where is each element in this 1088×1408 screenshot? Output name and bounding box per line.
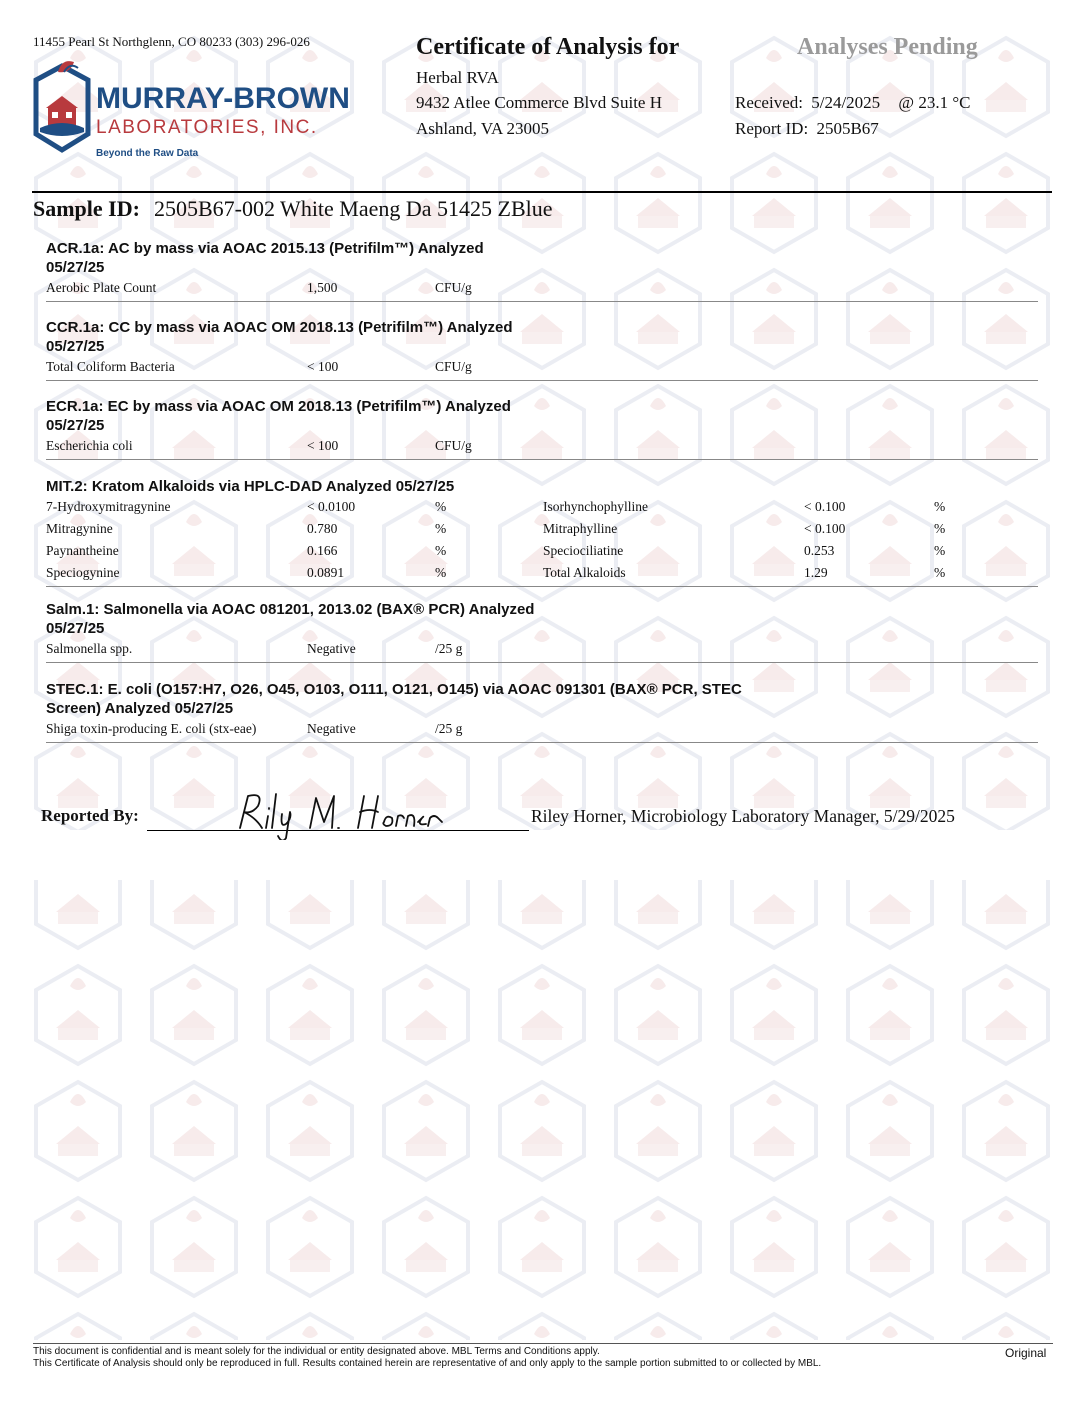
analyte-name: Shiga toxin-producing E. coli (stx-eae) [46,721,257,736]
result-row [46,718,1038,740]
result-row [46,562,1038,584]
reported-by-label: Reported By: [41,806,139,825]
section-title: Salm.1: Salmonella via AOAC 081201, 2013.02 (BAX® PCR) Analyzed 05/27/25 [46,601,535,637]
test-section-acr [46,239,1038,302]
section-divider [46,380,1038,381]
result-unit: CFU/g [435,359,472,374]
result-value: 0.0891 [307,565,345,580]
footer-disclaimer: This document is confidential and is meant solely for the individual or entity designated above. MBL Terms and Conditions apply. [33,1346,600,1357]
section-title: ACR.1a: AC by mass via AOAC 2015.13 (Petrifilm™) Analyzed 05/27/25 [46,240,484,276]
result-row [46,496,1038,518]
result-unit: % [435,565,447,580]
report-id: 2505B67 [816,119,879,138]
received-temp: @ 23.1 °C [898,93,971,112]
handwritten-signature [228,788,448,840]
section-title: ECR.1a: EC by mass via AOAC OM 2018.13 (Petrifilm™) Analyzed 05/27/25 [46,398,511,434]
result-value: < 0.100 [804,499,846,514]
analyte-name: Isorhynchophylline [543,499,648,514]
section-divider [46,459,1038,460]
analyte-name: Mitragynine [46,521,113,536]
test-section-stec [46,680,1038,743]
analyte-name: Total Alkaloids [543,565,626,580]
lab-address: 11455 Pearl St Northglenn, CO 80233 (303) 296-026 [33,34,310,49]
result-unit: CFU/g [435,280,472,295]
result-row [46,518,1038,540]
result-unit: /25 g [435,641,463,656]
header-divider [32,191,1052,193]
logo-tagline: Beyond the Raw Data [96,148,199,159]
sample-id-label: Sample ID: [33,196,140,221]
result-unit: % [934,543,946,558]
test-section-ecr [46,397,1038,460]
client-city: Ashland, VA 23005 [416,119,550,138]
section-divider [46,662,1038,663]
result-unit: % [435,543,447,558]
logo-line2: LABORATORIES, INC. [96,117,318,138]
analyte-name: Salmonella spp. [46,641,133,656]
result-row [46,356,1038,378]
lab-logo [30,58,360,162]
analyte-name: Escherichia coli [46,438,133,453]
result-row [46,435,1038,457]
client-street: 9432 Atlee Commerce Blvd Suite H [416,93,662,112]
client-name: Herbal RVA [416,68,499,87]
result-unit: /25 g [435,721,463,736]
result-unit: % [435,521,447,536]
result-value: 1,500 [307,280,338,295]
analyte-name: Speciociliatine [543,543,624,558]
result-value: 1.29 [804,565,828,580]
result-value: Negative [307,721,356,736]
report-info [735,119,879,139]
certificate-title: Certificate of Analysis for [416,34,680,60]
result-value: < 100 [307,359,339,374]
result-unit: % [934,521,946,536]
result-row [46,277,1038,299]
section-title: CCR.1a: CC by mass via AOAC OM 2018.13 (Petrifilm™) Analyzed 05/27/25 [46,319,513,355]
reporter-name: Riley Horner, Microbiology Laboratory Manager, 5/29/2025 [531,806,955,826]
test-section-mit [46,477,1038,587]
logo-line1: MURRAY-BROWN [96,82,350,115]
analyte-name: Mitraphylline [543,521,618,536]
result-value: 0.780 [307,521,338,536]
analyte-name: Speciogynine [46,565,120,580]
section-divider [46,742,1038,743]
result-row [46,638,1038,660]
status-badge: Analyses Pending [797,34,978,60]
footer-divider [33,1343,1053,1344]
result-unit: % [934,565,946,580]
result-value: Negative [307,641,356,656]
received-date: 5/24/2025 [811,93,881,112]
result-unit: % [934,499,946,514]
result-value: < 100 [307,438,339,453]
section-divider [46,301,1038,302]
received-label: Received: [735,93,803,112]
copy-label: Original [1005,1346,1047,1360]
section-title: STEC.1: E. coli (O157:H7, O26, O45, O103, O111, O121, O145) via AOAC 091301 (BAX® PCR, STEC Screen) Analyzed 05/27/25 [46,681,742,717]
result-value: 0.253 [804,543,835,558]
result-value: 0.166 [307,543,338,558]
section-title: MIT.2: Kratom Alkaloids via HPLC-DAD Analyzed 05/27/25 [46,478,455,495]
result-value: < 0.100 [804,521,846,536]
result-unit: CFU/g [435,438,472,453]
footer-reproduction-note: This Certificate of Analysis should only be reproduced in full. Results contained herein are representative of and only apply to the sample portion submitted to or collected by MBL. [33,1358,822,1369]
sample-id-value: 2505B67-002 White Maeng Da 51425 ZBlue [153,196,553,221]
analyte-name: Paynantheine [46,543,119,558]
test-section-ccr [46,318,1038,381]
result-value: < 0.0100 [307,499,356,514]
sample-id-line [33,196,553,222]
analyte-name: Aerobic Plate Count [46,280,157,295]
analyte-name: Total Coliform Bacteria [46,359,175,374]
section-divider [46,586,1038,587]
report-id-label: Report ID: [735,119,809,138]
test-section-salmonella [46,600,1038,663]
received-info [735,93,970,113]
result-unit: % [435,499,447,514]
analyte-name: 7-Hydroxymitragynine [46,499,171,514]
result-row [46,540,1038,562]
